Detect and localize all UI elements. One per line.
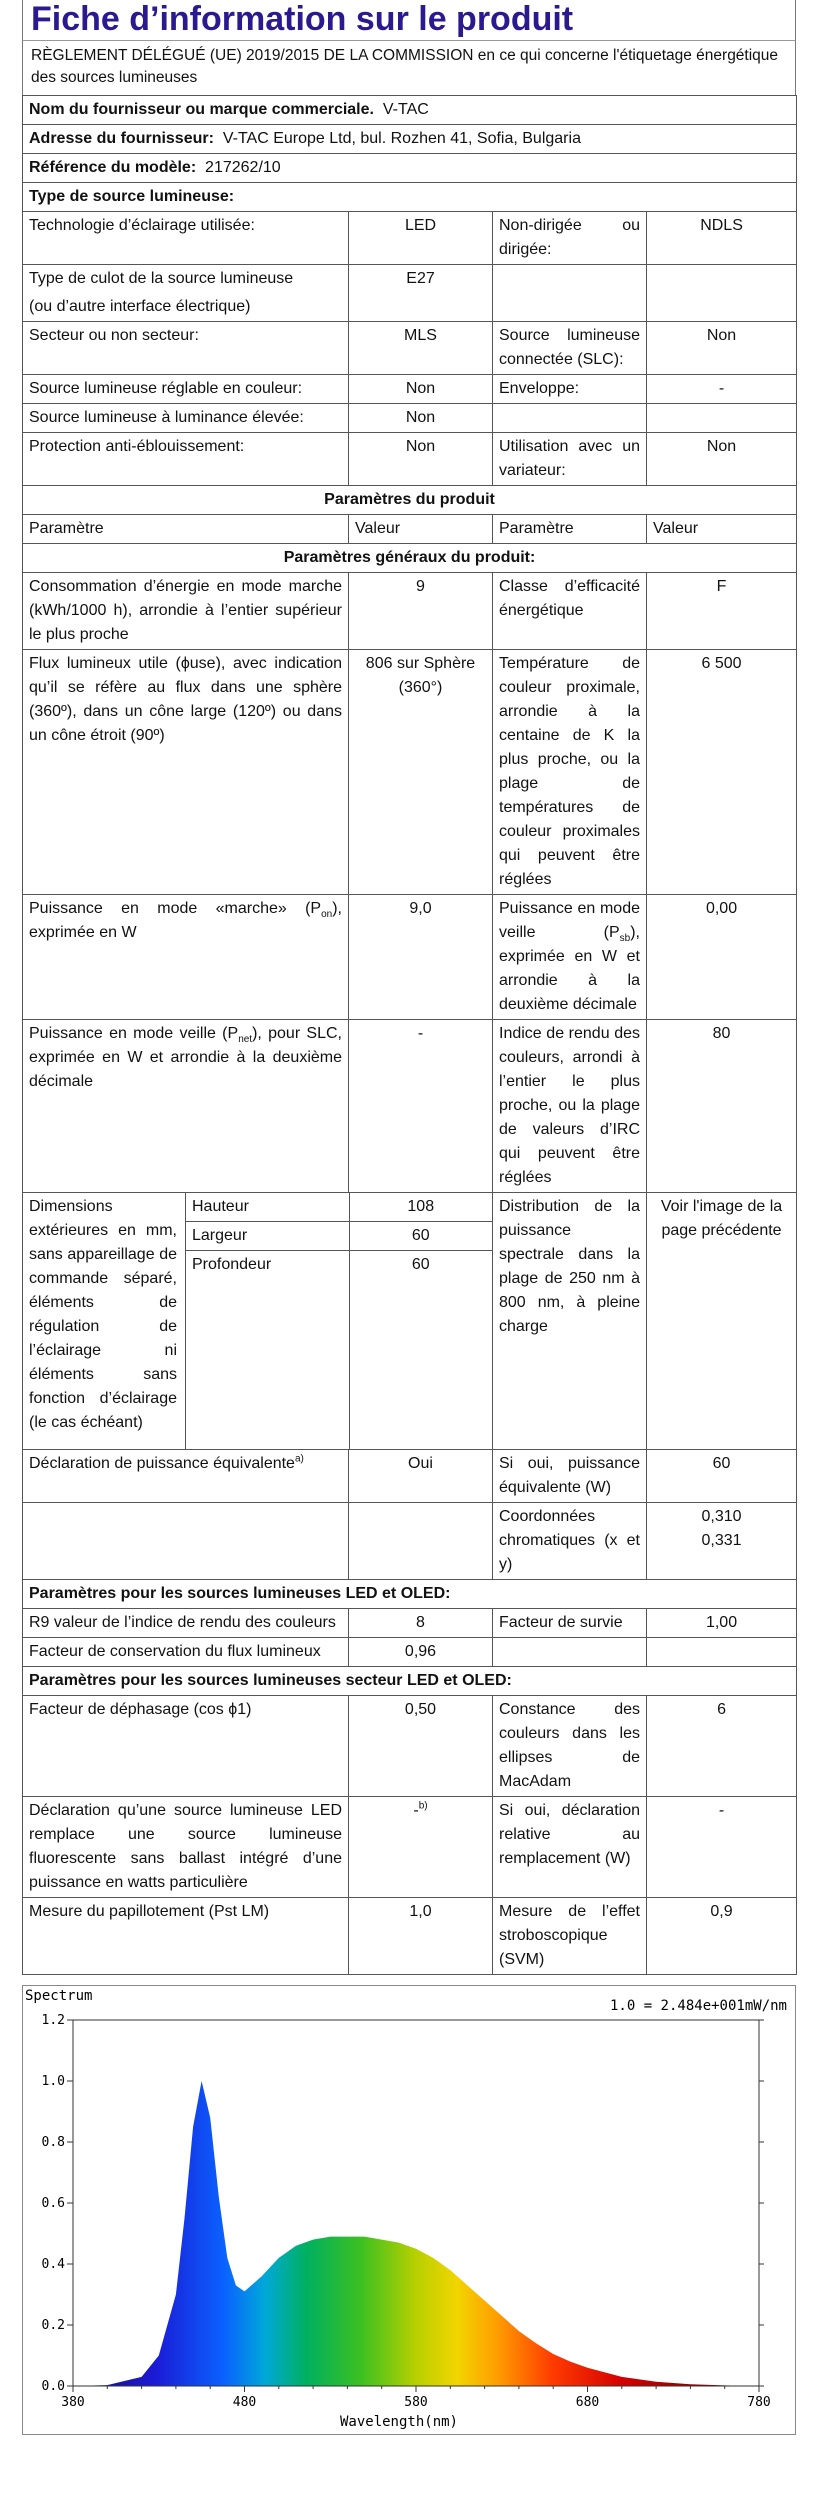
flicker-row: Mesure du papillotement (Pst LM) 1,0 Mesure de l’effet stroboscopique (SVM) 0,9	[23, 1897, 797, 1974]
address-row	[23, 125, 797, 154]
x-tick-label: 580	[404, 2394, 428, 2410]
y-tick-label: 0.8	[41, 2134, 65, 2150]
dimensions-table	[186, 1193, 492, 1449]
general-params-header: Paramètres généraux du produit:	[23, 544, 797, 573]
x-axis-label: Wavelength(nm)	[339, 2413, 459, 2430]
y-tick-label: 0.4	[41, 2256, 65, 2272]
type-section-header: Type de source lumineuse:	[23, 183, 797, 212]
model-row	[23, 154, 797, 183]
type-row: Protection anti-éblouissement: Non Utilisation avec un variateur: Non	[23, 433, 797, 486]
y-tick-label: 1.2	[41, 2012, 65, 2028]
address-label: Adresse du fournisseur:	[29, 130, 214, 147]
r9-row: R9 valeur de l’indice de rendu des couleurs 8 Facteur de survie 1,00	[23, 1608, 797, 1637]
spectrum-svg	[23, 1986, 795, 2434]
mains-header: Paramètres pour les sources lumineuses secteur LED et OLED:	[23, 1666, 797, 1695]
supplier-row	[23, 96, 797, 125]
energy-row: Consommation d’énergie en mode marche (kWh/1000 h), arrondie à l’entier supérieur le plus proche 9 Classe d’efficacité énergétique F	[23, 573, 797, 650]
lumen-maintenance-row: Facteur de conservation du flux lumineux 0,96	[23, 1637, 797, 1666]
power-on-row: Puissance en mode «marche» $(P_{on})$, exprimée en W 9,0 Puissance en mode veille $(P_{sb})$, exprimée en W et arrondie à la deuxième décimale 0,00	[23, 895, 797, 1020]
y-tick-label: 1.0	[41, 2073, 65, 2089]
info-table	[22, 95, 797, 1975]
x-tick-label: 480	[232, 2394, 257, 2410]
x-tick-label: 780	[747, 2394, 771, 2410]
chroma-row: Coordonnées chromatiques (x et y) 0,310 0,331	[23, 1502, 797, 1579]
model-value: 217262/10	[205, 159, 281, 176]
chart-title: Spectrum	[25, 1987, 93, 2004]
regulation-text: RÈGLEMENT DÉLÉGUÉ (UE) 2019/2015 DE LA COMMISSION en ce qui concerne l'étiquetage énergétique des sources lumineuses	[22, 40, 796, 95]
product-params-header: Paramètres du produit	[23, 486, 797, 515]
dimension-row: Largeur 60	[186, 1222, 492, 1251]
supplier-label: Nom du fournisseur ou marque commerciale.	[29, 101, 374, 118]
replacement-row: Déclaration qu’une source lumineuse LED remplace une source lumineuse fluorescente sans ballast intégré d’une puissance en watts particulière -$^{b)}$ Si oui, déclaration relative au remplacement (W) -	[23, 1796, 797, 1897]
dimensions-row: Dimensions extérieures en mm, sans appareillage de commande séparé, éléments de régulation de l’éclairage ni éléments sans fonction d’éclairage (le cas échéant) Hauteur 108 Largeur 60 Profondeur 60 Distribution de la puissance spectrale dans la plage de 250 nm à 800 nm, à pleine charge Voir l'image de la page précédente	[23, 1193, 797, 1450]
chart-plot	[42, 2013, 771, 2410]
address-value: V-TAC Europe Ltd, bul. Rozhen 41, Sofia, Bulgaria	[222, 130, 581, 147]
dimension-row: Profondeur 60	[186, 1251, 492, 1449]
x-tick-label: 380	[61, 2394, 85, 2410]
power-factor-row: Facteur de déphasage (cos ϕ1) 0,50 Constance des couleurs dans les ellipses de MacAdam 6	[23, 1695, 797, 1796]
type-row: Technologie d’éclairage utilisée: LED Non-dirigée ou dirigée: NDLS	[23, 212, 797, 265]
type-row: Source lumineuse réglable en couleur: Non Enveloppe: -	[23, 375, 797, 404]
y-tick-label: 0.6	[41, 2195, 65, 2211]
led-header: Paramètres pour les sources lumineuses LED et OLED:	[23, 1579, 797, 1608]
standby-net-row: Puissance en mode veille $(P_{net})$, pour SLC, exprimée en W et arrondie à la deuxième décimale - Indice de rendu des couleurs, arrondi à l’entier le plus proche, ou la plage de valeurs d’IRC qui peuvent être réglées 80	[23, 1020, 797, 1193]
type-row: Source lumineuse à luminance élevée: Non	[23, 404, 797, 433]
column-headers: Paramètre Valeur Paramètre Valeur	[23, 515, 797, 544]
model-label: Référence du modèle:	[29, 159, 197, 176]
y-tick-label: 0.0	[41, 2378, 65, 2394]
dimension-row: Hauteur 108	[186, 1193, 492, 1222]
y-tick-label: 0.2	[41, 2317, 65, 2333]
x-tick-label: 680	[575, 2394, 600, 2410]
equivalent-row: Déclaration de puissance équivalente$^{a)}$ Oui Si oui, puissance équivalente (W) 60	[23, 1449, 797, 1502]
spectrum-area	[73, 2081, 759, 2386]
type-row: Type de culot de la source lumineuse (ou d’autre interface électrique) E27	[23, 265, 797, 322]
chart-annotation: 1.0 = 2.484e+001mW/nm	[609, 1997, 787, 2014]
type-row: Secteur ou non secteur: MLS Source lumineuse connectée (SLC): Non	[23, 322, 797, 375]
flux-row: Flux lumineux utile (ϕuse), avec indication qu’il se réfère au flux dans une sphère (360º), dans un cône large (120º) ou dans un cône étroit (90º) 806 sur Sphère (360°) Température de couleur proximale, arrondie à la centaine de K la plus proche, ou la plage de températures de couleur proximales qui peuvent être réglées 6 500	[23, 650, 797, 895]
spectrum-chart	[22, 1985, 796, 2435]
page-title: Fiche d’information sur le produit	[22, 0, 796, 40]
supplier-value: V-TAC	[382, 101, 429, 118]
